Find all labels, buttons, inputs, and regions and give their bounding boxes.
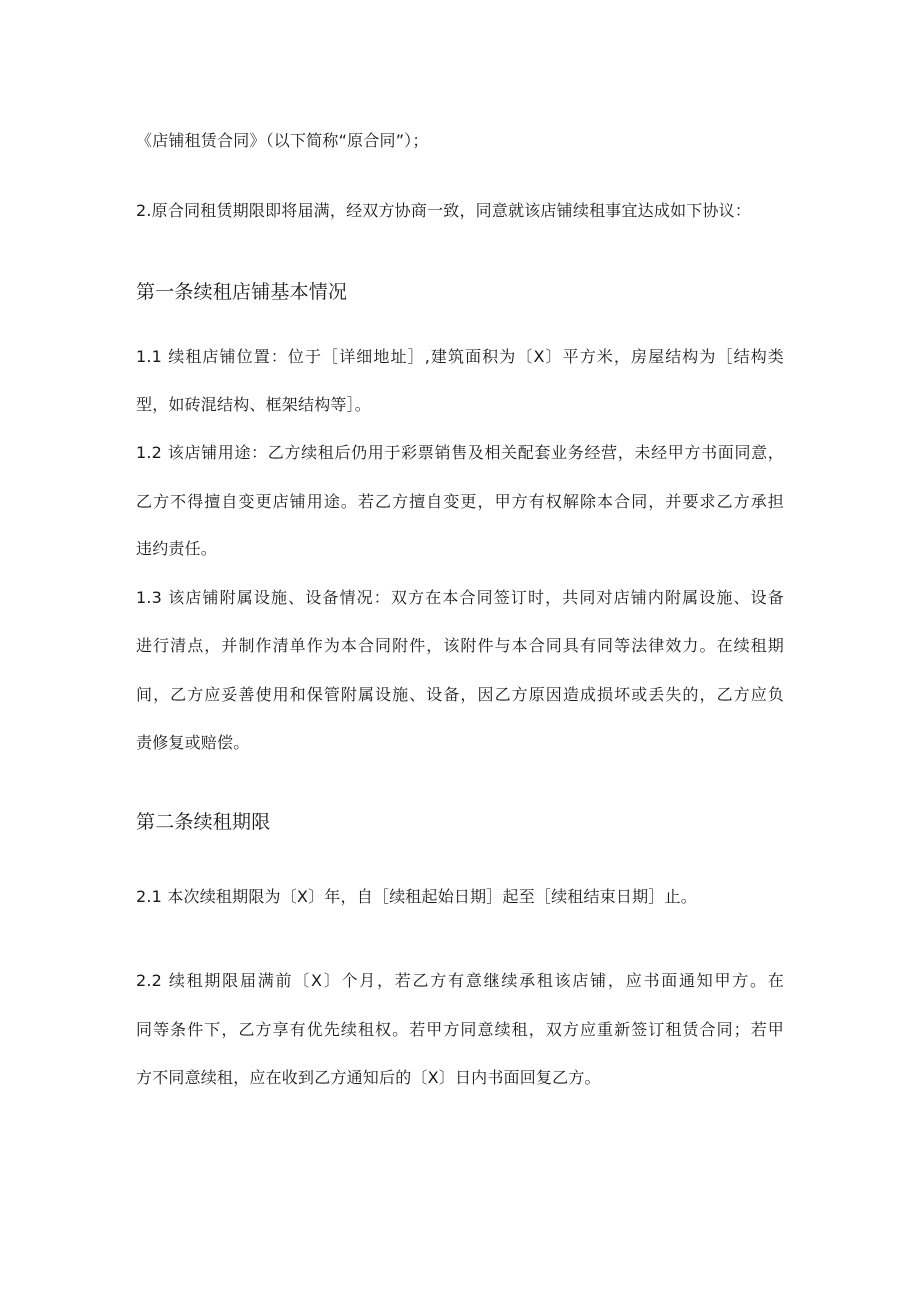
clause-2-2-line: 同等条件下，乙方享有优先续租权。若甲方同意续租，双方应重新签订租赁合同；若甲 bbox=[136, 1020, 784, 1039]
clause-1-2-line: 违约责任。 bbox=[136, 539, 218, 558]
clause-1-1-line: 型，如砖混结构、框架结构等］。 bbox=[136, 395, 372, 414]
clause-1-3-line: 责修复或赔偿。 bbox=[136, 733, 250, 752]
clause-1-2-line: 乙方不得擅自变更店铺用途。若乙方擅自变更，甲方有权解除本合同，并要求乙方承担 bbox=[136, 492, 784, 511]
clause-2-2-line: 2.2 续租期限届满前〔X〕个月，若乙方有意继续承租该店铺，应书面通知甲方。在 bbox=[136, 971, 784, 990]
clause-2-1-line: 2.1 本次续租期限为〔X〕年，自［续租起始日期］起至［续租结束日期］止。 bbox=[136, 887, 697, 906]
article-1-heading: 第一条续租店铺基本情况 bbox=[136, 281, 348, 303]
clause-1-3-line: 进行清点，并制作清单作为本合同附件，该附件与本合同具有同等法律效力。在续租期 bbox=[136, 636, 784, 655]
clause-1-3-line: 1.3 该店铺附属设施、设备情况：双方在本合同签订时，共同对店铺内附属设施、设备 bbox=[136, 588, 784, 607]
clause-1-1-line: 1.1 续租店铺位置：位于［详细地址］,建筑面积为〔X〕平方米，房屋结构为［结构类 bbox=[136, 347, 784, 366]
intro-line-1: 《店铺租赁合同》（以下简称“原合同”）； bbox=[136, 131, 429, 150]
clause-1-3-line: 间，乙方应妥善使用和保管附属设施、设备，因乙方原因造成损坏或丢失的，乙方应负 bbox=[136, 685, 784, 704]
article-2-heading: 第二条续租期限 bbox=[136, 811, 271, 833]
clause-2-2-line: 方不同意续租，应在收到乙方通知后的〔X〕日内书面回复乙方。 bbox=[136, 1068, 601, 1087]
clause-1-2-line: 1.2 该店铺用途：乙方续租后仍用于彩票销售及相关配套业务经营，未经甲方书面同意， bbox=[136, 443, 784, 462]
intro-line-2: 2.原合同租赁期限即将届满，经双方协商一致，同意就该店铺续租事宜达成如下协议： bbox=[136, 201, 752, 220]
